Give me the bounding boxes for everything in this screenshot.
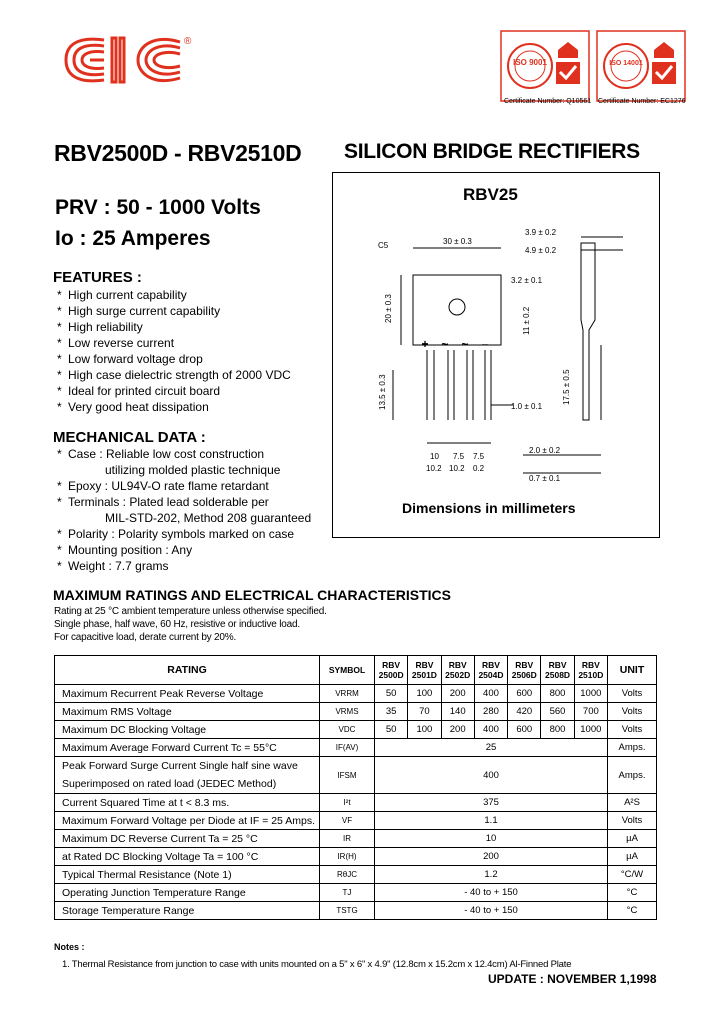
polarity-minus: – — [481, 337, 489, 351]
bullet: * — [57, 400, 62, 414]
bullet: * — [57, 384, 62, 398]
mechanical-item — [57, 526, 311, 542]
features-list — [57, 287, 291, 415]
rating-unit: Volts — [608, 685, 657, 703]
dim-hole: 3.2 ± 0.1 — [511, 276, 543, 285]
rating-symbol: TJ — [320, 884, 375, 902]
feature-text: High current capability — [68, 288, 187, 302]
rating-symbol: VRMS — [320, 703, 375, 721]
bullet: * — [57, 336, 62, 350]
ratings-table — [54, 655, 657, 920]
rating-value: 200 — [375, 848, 608, 866]
rating-row — [55, 866, 657, 884]
dim-c5: C5 — [378, 241, 389, 250]
rating-value: 200 — [441, 685, 474, 703]
mechanical-list — [57, 446, 311, 574]
bullet: * — [57, 479, 62, 493]
dim-height: 20 ± 0.3 — [384, 294, 393, 323]
rating-value: 100 — [408, 685, 441, 703]
rating-value: 700 — [574, 703, 607, 721]
io-spec: Io : 25 Amperes — [55, 227, 211, 250]
rating-symbol: VRRM — [320, 685, 375, 703]
rating-header: RATING — [55, 656, 320, 685]
unit-header: UNIT — [608, 656, 657, 685]
polarity-plus: + — [421, 337, 429, 351]
features-title: FEATURES : — [53, 269, 142, 286]
ratings-note-1: Rating at 25 °C ambient temperature unless otherwise specified. — [54, 606, 327, 617]
eic-logo — [46, 30, 206, 90]
rating-label — [55, 757, 320, 794]
dim-side1: 3.9 ± 0.2 — [525, 228, 557, 237]
rating-value: 400 — [474, 721, 507, 739]
bullet: * — [57, 559, 62, 573]
rating-symbol: IR(H) — [320, 848, 375, 866]
rating-value: 10 — [375, 830, 608, 848]
package-dimension-drawing — [333, 215, 657, 495]
bullet: * — [57, 495, 62, 509]
dim-pitch-bot-3: 0.2 — [473, 464, 485, 473]
rating-value: 400 — [474, 685, 507, 703]
symbol-header: SYMBOL — [320, 656, 375, 685]
bullet: * — [57, 543, 62, 557]
rating-label-line: Superimposed on rated load (JEDEC Method) — [62, 778, 277, 790]
rating-unit: µA — [608, 830, 657, 848]
rating-value: 200 — [441, 721, 474, 739]
dim-pitch-bot-1: 10.2 — [426, 464, 442, 473]
rating-row — [55, 884, 657, 902]
rating-symbol: IFSM — [320, 757, 375, 794]
feature-text: Low forward voltage drop — [68, 352, 203, 366]
dim-lead: 13.5 ± 0.3 — [378, 374, 387, 410]
mechanical-item — [57, 510, 311, 526]
part-header: RBV 2504D — [474, 656, 507, 685]
rating-value: 560 — [541, 703, 574, 721]
feature-text: Ideal for printed circuit board — [68, 384, 221, 398]
bullet: * — [57, 288, 62, 302]
rating-value: 35 — [375, 703, 408, 721]
rating-value: 800 — [541, 685, 574, 703]
feature-item — [57, 335, 291, 351]
mechanical-text: MIL-STD-202, Method 208 guaranteed — [105, 511, 312, 525]
mechanical-text: Polarity : Polarity symbols marked on case — [68, 527, 295, 541]
dim-pitch-top-2: 7.5 — [453, 452, 465, 461]
rating-value: 25 — [375, 739, 608, 757]
iso14001-label: ISO 14001 — [609, 60, 643, 67]
bullet: * — [57, 320, 62, 334]
feature-item — [57, 383, 291, 399]
rating-symbol: TSTG — [320, 902, 375, 920]
rating-label: Maximum DC Reverse Current Ta = 25 °C — [55, 830, 320, 848]
rating-value: - 40 to + 150 — [375, 902, 608, 920]
category-title: SILICON BRIDGE RECTIFIERS — [344, 140, 640, 163]
dim-pitch-top-3: 7.5 — [473, 452, 485, 461]
dim-width: 30 ± 0.3 — [443, 237, 472, 246]
feature-item — [57, 287, 291, 303]
feature-text: High case dielectric strength of 2000 VDC — [68, 368, 291, 382]
mechanical-item — [57, 478, 311, 494]
bullet: * — [57, 352, 62, 366]
mechanical-text: Case : Reliable low cost construction — [68, 447, 265, 461]
rating-unit: Amps. — [608, 757, 657, 794]
notes-title: Notes : — [54, 942, 85, 952]
cert-number-1: Certificate Number: Q10561 — [504, 98, 592, 105]
rating-value: 375 — [375, 794, 608, 812]
bullet: * — [57, 527, 62, 541]
rating-symbol: IF(AV) — [320, 739, 375, 757]
mechanical-text: Epoxy : UL94V-O rate flame retardant — [68, 479, 269, 493]
rating-row — [55, 848, 657, 866]
mechanical-title: MECHANICAL DATA : — [53, 429, 206, 446]
mechanical-text: utilizing molded plastic technique — [105, 463, 281, 477]
feature-text: High reliability — [68, 320, 143, 334]
dim-lead-w: 1.0 ± 0.1 — [511, 402, 543, 411]
rating-row — [55, 830, 657, 848]
rating-label: Storage Temperature Range — [55, 902, 320, 920]
mechanical-item — [57, 462, 311, 478]
rating-value: 1.2 — [375, 866, 608, 884]
bullet: * — [57, 304, 62, 318]
rating-symbol: VDC — [320, 721, 375, 739]
rating-row — [55, 739, 657, 757]
rating-symbol: VF — [320, 812, 375, 830]
rating-value: 1000 — [574, 685, 607, 703]
cert-number-2: Certificate Number: EC1276 — [598, 98, 686, 105]
rating-row — [55, 812, 657, 830]
rating-value: 400 — [375, 757, 608, 794]
feature-item — [57, 319, 291, 335]
rating-label-line: Peak Forward Surge Current Single half sine wave — [62, 760, 298, 772]
rating-label: Typical Thermal Resistance (Note 1) — [55, 866, 320, 884]
mechanical-item — [57, 446, 311, 462]
rating-value: 600 — [508, 721, 541, 739]
rating-row — [55, 703, 657, 721]
rating-value: 1.1 — [375, 812, 608, 830]
rating-value: 140 — [441, 703, 474, 721]
rating-row — [55, 721, 657, 739]
rating-unit: A²S — [608, 794, 657, 812]
dim-pitch-top-1: 10 — [430, 452, 439, 461]
iso9001-cert-badge — [500, 30, 590, 102]
rating-row — [55, 902, 657, 920]
dim-pin-t: 2.0 ± 0.2 — [529, 446, 561, 455]
feature-item — [57, 303, 291, 319]
feature-item — [57, 399, 291, 415]
note-1: 1. Thermal Resistance from junction to case with units mounted on a 5" x 6" x 4.9" (12.8cm x 15.2cm x 12.4cm) Al-Finned Plate — [62, 959, 572, 970]
rating-unit: µA — [608, 848, 657, 866]
update-date: UPDATE : NOVEMBER 1,1998 — [488, 972, 657, 986]
part-range-title: RBV2500D - RBV2510D — [54, 140, 302, 166]
part-header: RBV 2500D — [375, 656, 408, 685]
part-header: RBV 2510D — [574, 656, 607, 685]
rating-label: Maximum RMS Voltage — [55, 703, 320, 721]
prv-spec: PRV : 50 - 1000 Volts — [55, 196, 261, 219]
rating-unit: Volts — [608, 721, 657, 739]
rating-label: Maximum Average Forward Current Tc = 55°C — [55, 739, 320, 757]
rating-value: 800 — [541, 721, 574, 739]
dim-pin-w: 0.7 ± 0.1 — [529, 474, 561, 483]
feature-item — [57, 351, 291, 367]
rating-value: 100 — [408, 721, 441, 739]
rating-unit: Amps. — [608, 739, 657, 757]
dim-pitch-bot-2: 10.2 — [449, 464, 465, 473]
rating-value: 50 — [375, 685, 408, 703]
rating-value: - 40 to + 150 — [375, 884, 608, 902]
feature-text: Low reverse current — [68, 336, 175, 350]
rating-row — [55, 685, 657, 703]
rating-symbol: IR — [320, 830, 375, 848]
ratings-note-3: For capacitive load, derate current by 20%. — [54, 632, 237, 643]
rating-label: Maximum Recurrent Peak Reverse Voltage — [55, 685, 320, 703]
bullet: * — [57, 368, 62, 382]
ratings-note-2: Single phase, half wave, 60 Hz, resistive or inductive load. — [54, 619, 300, 630]
part-header: RBV 2501D — [408, 656, 441, 685]
rating-unit: °C — [608, 884, 657, 902]
rating-value: 70 — [408, 703, 441, 721]
rating-value: 1000 — [574, 721, 607, 739]
rating-label: Maximum Forward Voltage per Diode at IF = 25 Amps. — [55, 812, 320, 830]
dim-hole-h: 11 ± 0.2 — [522, 306, 531, 335]
feature-text: Very good heat dissipation — [68, 400, 209, 414]
package-name: RBV25 — [463, 185, 518, 204]
rating-value: 50 — [375, 721, 408, 739]
dim-side-len: 17.5 ± 0.5 — [562, 369, 571, 405]
bullet: * — [57, 447, 62, 461]
dim-side2: 4.9 ± 0.2 — [525, 246, 557, 255]
polarity-ac2: ~ — [461, 337, 469, 351]
mechanical-item — [57, 558, 311, 574]
rating-unit: °C/W — [608, 866, 657, 884]
iso14001-cert-badge — [596, 30, 686, 102]
feature-item — [57, 367, 291, 383]
mechanical-text: Mounting position : Any — [68, 543, 193, 557]
ratings-title: MAXIMUM RATINGS AND ELECTRICAL CHARACTERISTICS — [53, 587, 451, 603]
rating-label: Maximum DC Blocking Voltage — [55, 721, 320, 739]
part-header: RBV 2506D — [508, 656, 541, 685]
mechanical-text: Weight : 7.7 grams — [68, 559, 169, 573]
rating-label: Current Squared Time at t < 8.3 ms. — [55, 794, 320, 812]
ratings-header-row — [55, 656, 657, 685]
part-header: RBV 2508D — [541, 656, 574, 685]
rating-symbol: I²t — [320, 794, 375, 812]
rating-unit: Volts — [608, 703, 657, 721]
iso9001-label: ISO 9001 — [513, 58, 547, 67]
rating-label: at Rated DC Blocking Voltage Ta = 100 °C — [55, 848, 320, 866]
feature-text: High surge current capability — [68, 304, 221, 318]
rating-unit: °C — [608, 902, 657, 920]
part-header: RBV 2502D — [441, 656, 474, 685]
rating-value: 420 — [508, 703, 541, 721]
rating-row — [55, 757, 657, 794]
registered-mark: ® — [184, 36, 192, 47]
mechanical-text: Terminals : Plated lead solderable per — [68, 495, 269, 509]
rating-label: Operating Junction Temperature Range — [55, 884, 320, 902]
rating-symbol: RθJC — [320, 866, 375, 884]
mechanical-item — [57, 542, 311, 558]
rating-row — [55, 794, 657, 812]
polarity-ac1: ~ — [441, 337, 449, 351]
rating-value: 600 — [508, 685, 541, 703]
dimensions-caption: Dimensions in millimeters — [402, 500, 576, 516]
mechanical-item — [57, 494, 311, 510]
rating-value: 280 — [474, 703, 507, 721]
rating-unit: Volts — [608, 812, 657, 830]
